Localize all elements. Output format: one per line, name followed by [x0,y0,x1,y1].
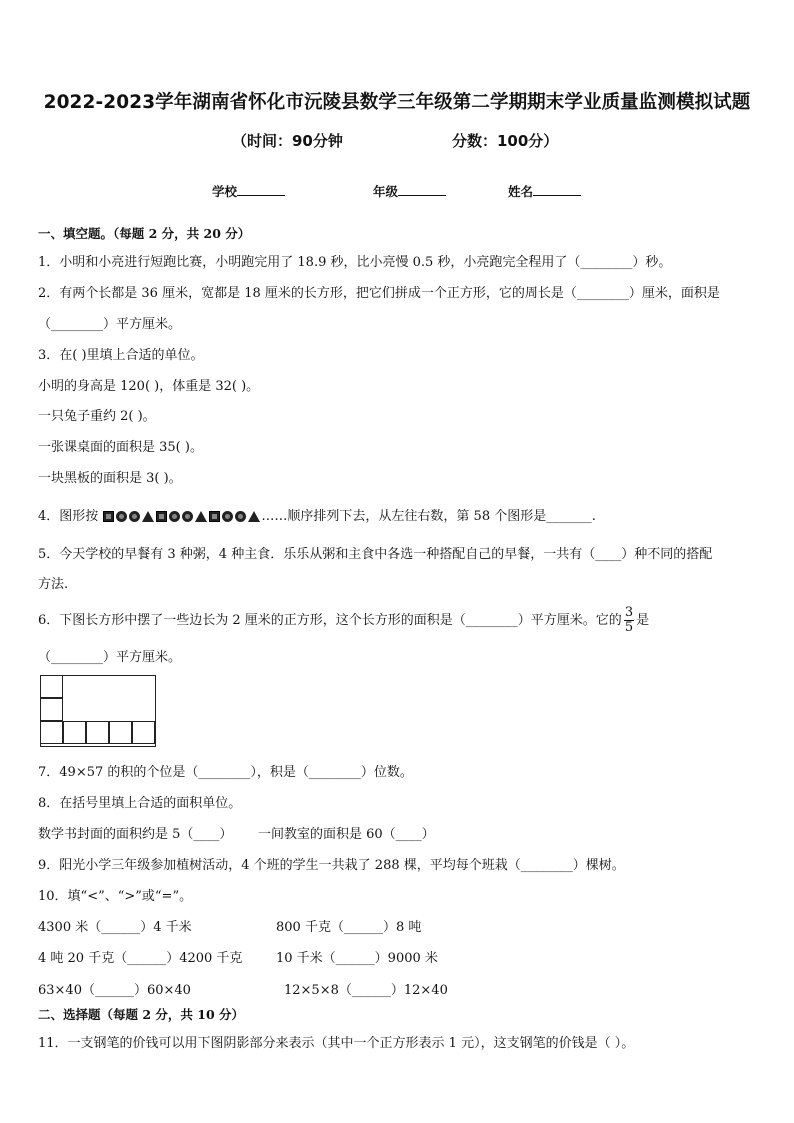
question-4-suffix: ……顺序排列下去，从左往右数，第 58 个图形是_______. [261,509,596,524]
question-3-d: 一块黑板的面积是 3( )。 [38,471,182,486]
circle-shape-icon [116,511,127,522]
grid-square [63,721,86,744]
question-10-intro: 10．填“<”、“>”或“=”。 [38,889,193,904]
question-10-r1b: 800 千克（______）8 吨 [276,920,422,935]
school-blank[interactable] [237,183,285,196]
name-blank[interactable] [533,183,581,196]
exam-score: 分数：100分） [452,132,559,150]
section-2-heading: 二、选择题（每题 2 分，共 10 分） [38,1007,245,1022]
question-4 [38,505,596,524]
grid-square [132,721,155,744]
square-shape-icon [209,511,220,522]
circle-shape-icon [222,511,233,522]
grid-square [40,698,63,721]
question-4-prefix: 4．图形按 [38,509,99,524]
triangle-shape-icon [195,511,207,522]
grade-label: 年级 [373,184,399,199]
question-1: 1．小明和小亮进行短跑比赛，小明跑完用了 18.9 秒，比小亮慢 0.5 秒，小亮跑完全程用了（________）秒。 [38,255,672,270]
question-6-line1 [38,606,649,635]
school-field [212,182,285,200]
question-8-b: 一间教室的面积是 60（____） [258,827,435,842]
triangle-shape-icon [142,511,154,522]
rectangle-figure [40,675,156,747]
exam-time: （时间：90分钟 [232,132,343,150]
grade-blank[interactable] [398,183,446,196]
question-8-a: 数学书封面的面积约是 5（____） [38,827,233,842]
fraction-denominator: 5 [624,620,634,635]
question-10-r2a: 4 吨 20 千克（______）4200 千克 [38,951,243,966]
question-3-c: 一张课桌面的面积是 35( )。 [38,440,203,455]
question-6-text: 6．下图长方形中摆了一些边长为 2 厘米的正方形，这个长方形的面积是（________）平方厘米。它的 [38,613,622,628]
fraction-numerator: 3 [624,605,634,620]
shape-sequence [102,509,261,524]
question-3-b: 一只兔子重约 2( )。 [38,409,156,424]
fraction [624,606,634,635]
grade-field [373,182,446,200]
question-8-intro: 8．在括号里填上合适的面积单位。 [38,796,242,811]
question-7: 7．49×57 的积的个位是（________），积是（________）位数。 [38,765,413,780]
square-shape-icon [156,511,167,522]
question-10-r2b: 10 千米（______）9000 米 [276,951,438,966]
grid-square [86,721,109,744]
question-9: 9．阳光小学三年级参加植树活动，4 个班的学生一共栽了 288 棵，平均每个班栽（________）棵树。 [38,858,625,873]
triangle-shape-icon [248,511,260,522]
question-5-line1: 5．今天学校的早餐有 3 种粥，4 种主食．乐乐从粥和主食中各选一种搭配自己的早餐，一共有（____）种不同的搭配 [38,547,713,562]
question-10-r3b: 12×5×8（______）12×40 [284,983,448,998]
name-label: 姓名 [508,184,534,199]
question-11: 11．一支钢笔的价钱可以用下图阴影部分来表示（其中一个正方形表示 1 元），这支钢笔的价钱是（ ）。 [38,1036,635,1051]
square-shape-icon [103,511,114,522]
circle-shape-icon [235,511,246,522]
name-field [508,182,581,200]
grid-square [109,721,132,744]
question-6-after-fraction: 是 [636,613,650,628]
question-6-line2: （________）平方厘米。 [38,650,182,665]
school-label: 学校 [212,184,238,199]
circle-shape-icon [169,511,180,522]
grid-square [40,675,63,698]
question-5-line2: 方法. [38,577,69,592]
question-10-r3a: 63×40（______）60×40 [38,983,191,998]
section-1-heading: 一、填空题。（每题 2 分，共 20 分） [38,226,251,241]
page-title: 2022-2023学年湖南省怀化市沅陵县数学三年级第二学期期末学业质量监测模拟试题 [43,92,751,113]
question-10-r1a: 4300 米（______）4 千米 [38,920,192,935]
grid-square [40,721,63,744]
question-2-line2: （________）平方厘米。 [38,317,182,332]
circle-shape-icon [182,511,193,522]
question-3-a: 小明的身高是 120( )，体重是 32( )。 [38,379,260,394]
question-2-line1: 2．有两个长都是 36 厘米，宽都是 18 厘米的长方形，把它们拼成一个正方形，它的周长是（________）厘米，面积是 [38,286,720,301]
circle-shape-icon [129,511,140,522]
question-3-intro: 3．在( )里填上合适的单位。 [38,348,204,363]
